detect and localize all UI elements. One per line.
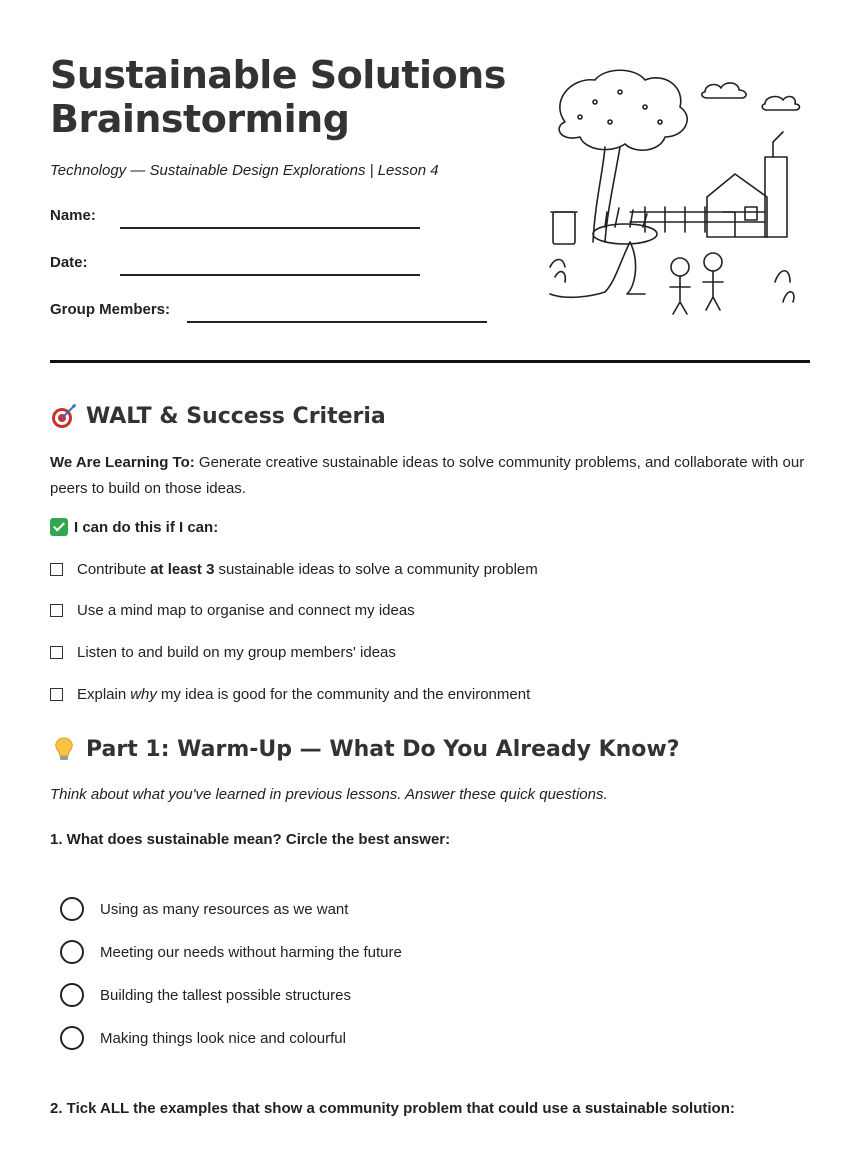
- part1-heading: Part 1: Warm-Up — What Do You Already Know?: [50, 735, 680, 763]
- tree-trunk: [593, 147, 620, 242]
- q1-option-2[interactable]: Meeting our needs without harming the future: [60, 940, 402, 964]
- lesson-subtitle: Technology — Sustainable Design Explorations | Lesson 4: [50, 162, 439, 179]
- q1-option-3[interactable]: Building the tallest possible structures: [60, 983, 351, 1007]
- bin: [553, 212, 575, 244]
- success-criteria-intro: I can do this if I can:: [50, 518, 218, 536]
- walt-statement: [50, 450, 810, 502]
- q1-option-4[interactable]: Making things look nice and colourful: [60, 1026, 346, 1050]
- checkbox[interactable]: [50, 604, 63, 617]
- tree-canopy: [559, 70, 687, 150]
- date-label: Date:: [50, 254, 88, 271]
- criterion-4: Explain why my idea is good for the community and the environment: [50, 686, 530, 703]
- name-input-line[interactable]: [120, 227, 420, 229]
- checkbox[interactable]: [50, 563, 63, 576]
- group-members-field: [50, 301, 170, 318]
- q1-option-1[interactable]: Using as many resources as we want: [60, 897, 348, 921]
- community-garden-illustration: [535, 62, 810, 324]
- date-input-line[interactable]: [120, 274, 420, 276]
- name-field: [50, 207, 96, 224]
- walt-text: Generate creative sustainable ideas to solve community problems, and collaborate with our peers to build on those ideas.: [50, 454, 805, 497]
- walt-heading: WALT & Success Criteria: [50, 402, 386, 430]
- group-members-input-line[interactable]: [187, 321, 487, 323]
- criterion-1: Contribute at least 3 sustainable ideas to solve a community problem: [50, 561, 538, 578]
- name-label: Name:: [50, 207, 96, 224]
- question-1: 1. What does sustainable mean? Circle the best answer:: [50, 831, 451, 848]
- circle-option[interactable]: [60, 940, 84, 964]
- section-divider: [50, 360, 810, 363]
- circle-option[interactable]: [60, 1026, 84, 1050]
- circle-option[interactable]: [60, 897, 84, 921]
- date-field: [50, 254, 88, 271]
- checkbox[interactable]: [50, 646, 63, 659]
- walt-lead: We Are Learning To:: [50, 454, 195, 471]
- group-members-label: Group Members:: [50, 301, 171, 318]
- checkbox[interactable]: [50, 688, 63, 701]
- target-dart-icon: [50, 402, 78, 430]
- house: [707, 174, 767, 237]
- lightbulb-icon: [50, 735, 78, 763]
- criterion-2: Use a mind map to organise and connect my ideas: [50, 602, 415, 619]
- kangaroo: [550, 242, 645, 297]
- circle-option[interactable]: [60, 983, 84, 1007]
- page-title: Sustainable Solutions Brainstorming: [50, 53, 506, 141]
- question-2: 2. Tick ALL the examples that show a community problem that could use a sustainable solution:: [50, 1100, 735, 1117]
- part1-intro: Think about what you've learned in previous lessons. Answer these quick questions.: [50, 786, 608, 803]
- green-check-icon: [50, 518, 68, 536]
- criterion-3: Listen to and build on my group members' ideas: [50, 644, 396, 661]
